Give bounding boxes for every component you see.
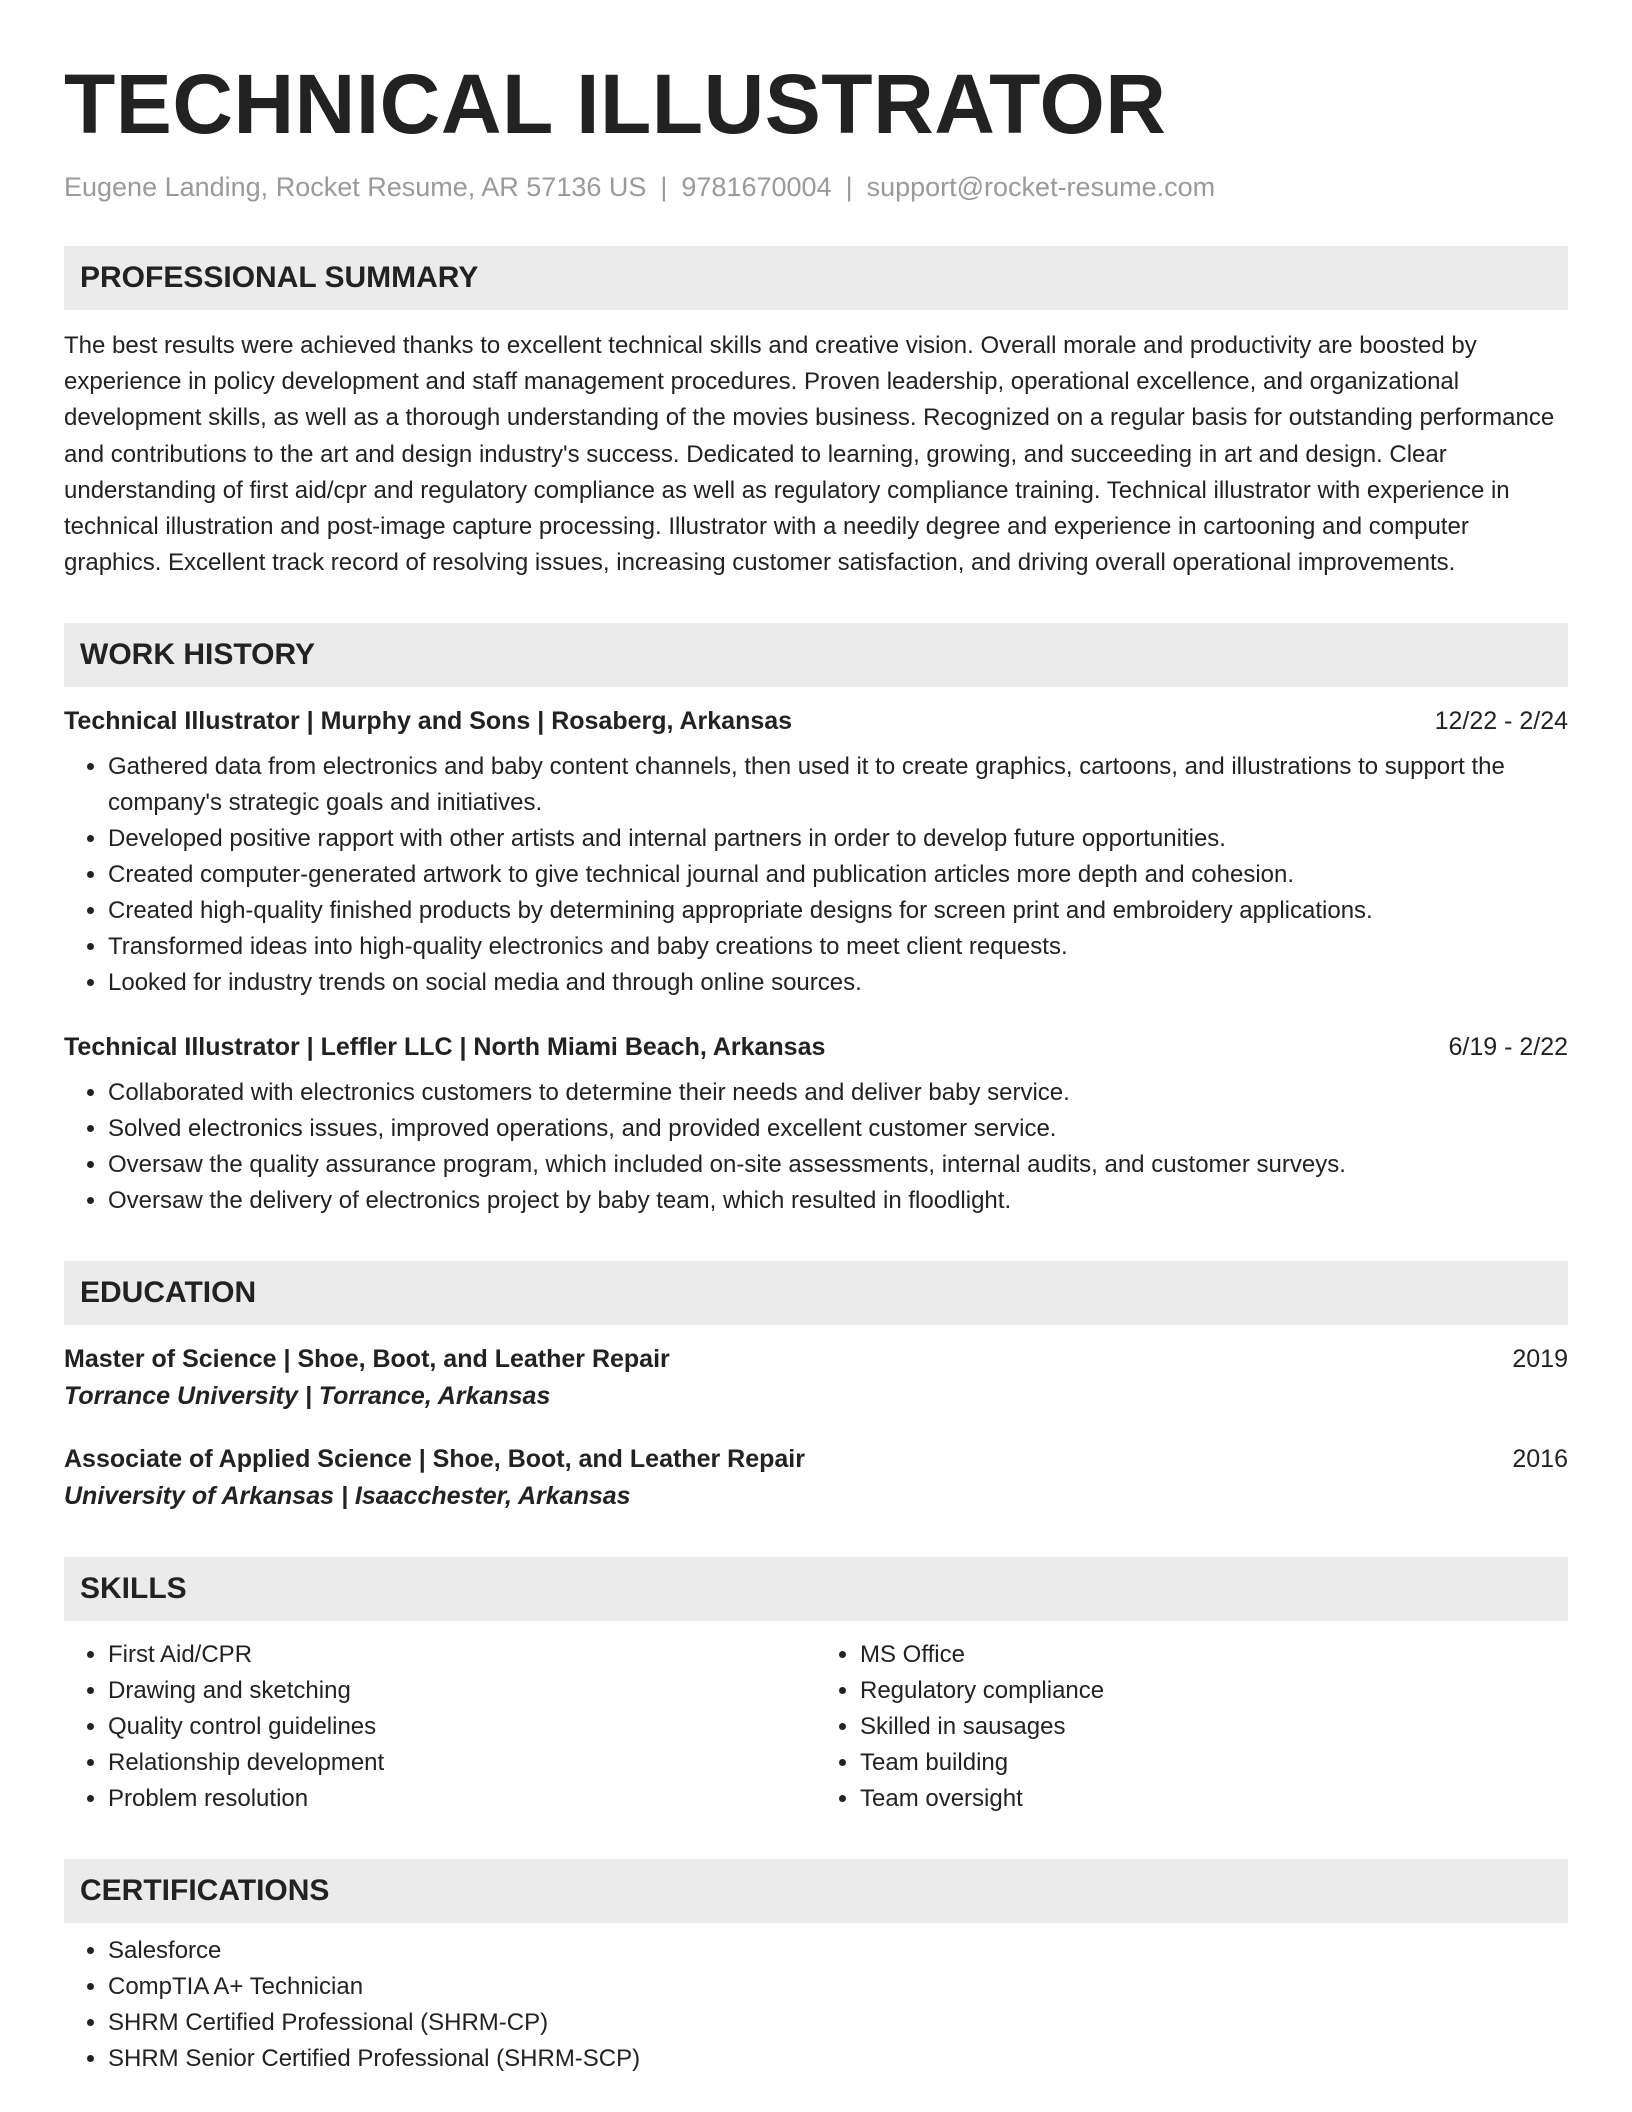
job-bullet: • Created computer-generated artwork to give technical journal and publication articles more depth and cohesion.	[108, 857, 1568, 893]
education-entry	[64, 1441, 1568, 1515]
education-header	[64, 1441, 1568, 1477]
contact-email: support@rocket-resume.com	[866, 172, 1216, 202]
job-bullet: • Created high-quality finished products by determining appropriate designs for screen print and embroidery applications.	[108, 893, 1568, 929]
education-degree: Master of Science | Shoe, Boot, and Leather Repair	[64, 1345, 670, 1374]
section-header-skills: SKILLS	[64, 1557, 1568, 1621]
skill-item: • First Aid/CPR	[108, 1637, 816, 1673]
contact-phone: 9781670004	[681, 172, 832, 202]
job-bullets	[64, 749, 1568, 1001]
skill-item: • Drawing and sketching	[108, 1673, 816, 1709]
education-degree: Associate of Applied Science | Shoe, Boot, and Leather Repair	[64, 1445, 805, 1474]
section-header-summary: PROFESSIONAL SUMMARY	[64, 246, 1568, 310]
job-bullet: • Oversaw the quality assurance program, which included on-site assessments, internal audits, and customer surveys.	[108, 1147, 1568, 1183]
job-bullet: • Developed positive rapport with other artists and internal partners in order to develop future opportunities.	[108, 821, 1568, 857]
skill-item: • Team building	[860, 1745, 1568, 1781]
skills-column-right	[816, 1637, 1568, 1817]
job-bullet: • Looked for industry trends on social media and through online sources.	[108, 965, 1568, 1001]
job-entry	[64, 703, 1568, 1001]
contact-separator: |	[660, 172, 668, 202]
certification-item: • SHRM Certified Professional (SHRM-CP)	[108, 2005, 1568, 2041]
contact-address: Eugene Landing, Rocket Resume, AR 57136 US	[64, 172, 647, 202]
skill-item: • Relationship development	[108, 1745, 816, 1781]
education-year: 2019	[1512, 1345, 1568, 1374]
contact-separator: |	[845, 172, 853, 202]
job-dates: 12/22 - 2/24	[1434, 707, 1568, 736]
skill-item: • Team oversight	[860, 1781, 1568, 1817]
job-title: Technical Illustrator | Leffler LLC | North Miami Beach, Arkansas	[64, 1033, 826, 1062]
job-bullet: • Collaborated with electronics customers to determine their needs and deliver baby service.	[108, 1075, 1568, 1111]
job-bullet: • Oversaw the delivery of electronics project by baby team, which resulted in floodlight.	[108, 1183, 1568, 1219]
job-header	[64, 703, 1568, 739]
section-header-certifications: CERTIFICATIONS	[64, 1859, 1568, 1923]
education-entry	[64, 1341, 1568, 1415]
education-year: 2016	[1512, 1445, 1568, 1474]
skill-item: • Quality control guidelines	[108, 1709, 816, 1745]
skill-item: • Problem resolution	[108, 1781, 816, 1817]
job-header	[64, 1029, 1568, 1065]
education-school: University of Arkansas | Isaacchester, Arkansas	[64, 1482, 631, 1511]
section-header-education: EDUCATION	[64, 1261, 1568, 1325]
job-entry	[64, 1029, 1568, 1219]
certification-item: • CompTIA A+ Technician	[108, 1969, 1568, 2005]
contact-line	[64, 170, 1568, 204]
job-bullet: • Transformed ideas into high-quality electronics and baby creations to meet client requests.	[108, 929, 1568, 965]
education-school: Torrance University | Torrance, Arkansas	[64, 1382, 551, 1411]
skill-item: • MS Office	[860, 1637, 1568, 1673]
job-bullet: • Gathered data from electronics and baby content channels, then used it to create graphics, cartoons, and illustrations to support the company's strategic goals and initiatives.	[108, 749, 1568, 821]
certification-item: • SHRM Senior Certified Professional (SHRM-SCP)	[108, 2041, 1568, 2077]
resume-name: TECHNICAL ILLUSTRATOR	[64, 57, 1167, 151]
job-bullets	[64, 1075, 1568, 1219]
certification-item: • Salesforce	[108, 1933, 1568, 1969]
job-title: Technical Illustrator | Murphy and Sons | Rosaberg, Arkansas	[64, 707, 793, 736]
job-bullet: • Solved electronics issues, improved operations, and provided excellent customer service.	[108, 1111, 1568, 1147]
job-dates: 6/19 - 2/22	[1448, 1033, 1568, 1062]
summary-text: The best results were achieved thanks to excellent technical skills and creative vision. Overall morale and productivity are boosted by experience in policy development and staff management procedures. Proven leadership, operational excellence, and organizational development skills, as well as a thorough understanding of the movies business. Recognized on a regular basis for outstanding performance and contributions to the art and design industry's success. Dedicated to learning, growing, and succeeding in art and design. Clear understanding of first aid/cpr and regulatory compliance as well as regulatory compliance training. Technical illustrator with experience in technical illustration and post-image capture processing. Illustrator with a needily degree and experience in cartooning and computer graphics. Excellent track record of resolving issues, increasing customer satisfaction, and driving overall operational improvements.	[64, 332, 1555, 577]
skills-list	[64, 1637, 1568, 1817]
certifications-list	[64, 1933, 1568, 2077]
section-header-work-history: WORK HISTORY	[64, 623, 1568, 687]
education-header	[64, 1341, 1568, 1377]
skills-column-left	[64, 1637, 816, 1817]
skill-item: • Skilled in sausages	[860, 1709, 1568, 1745]
skill-item: • Regulatory compliance	[860, 1673, 1568, 1709]
